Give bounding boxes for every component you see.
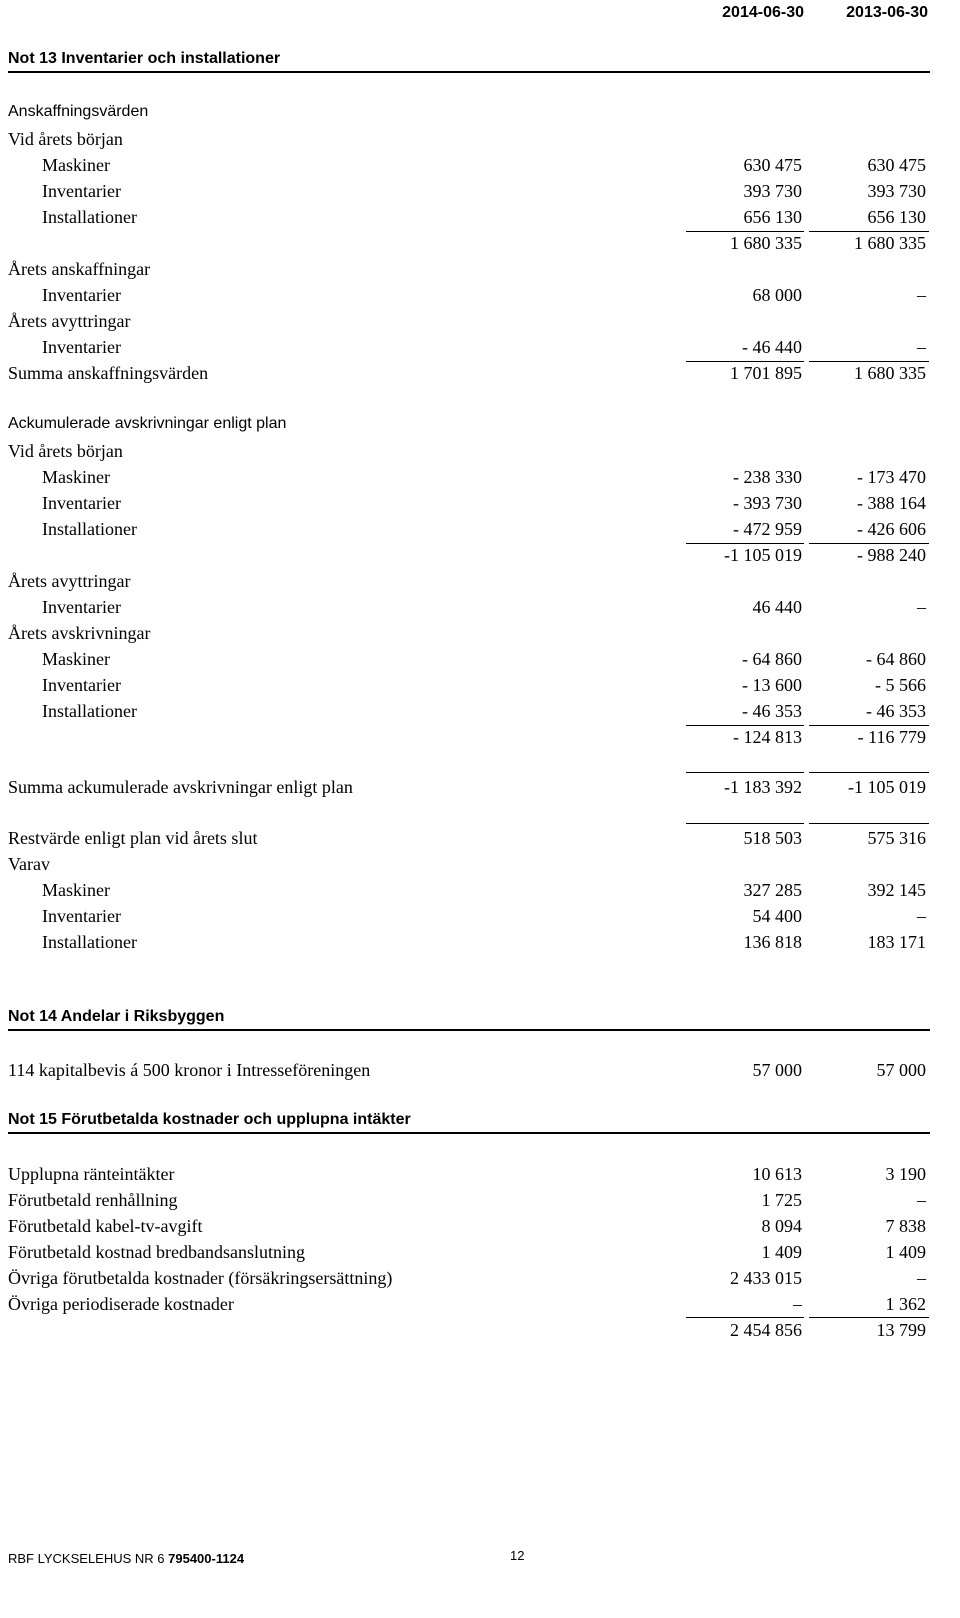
- note-13-title: Not 13 Inventarier och installationer: [8, 50, 930, 73]
- row-label: Årets anskaffningar: [8, 259, 151, 279]
- value-2013: - 46 353: [866, 701, 926, 721]
- subtotal-row: [0, 233, 960, 257]
- subtotal-rule: [809, 231, 929, 232]
- value-2014: 46 440: [752, 597, 802, 617]
- value-2013: –: [917, 285, 926, 305]
- table-row: [0, 854, 960, 878]
- footer: [8, 1551, 244, 1566]
- table-row: [0, 337, 960, 361]
- table-row: [0, 155, 960, 179]
- total-row: [0, 777, 960, 801]
- row-label: Årets avskrivningar: [8, 623, 151, 643]
- value-2013: 1 409: [885, 1242, 926, 1262]
- value-2014: 1 409: [761, 1242, 802, 1262]
- value-2013: –: [917, 1268, 926, 1288]
- value-2013: - 988 240: [857, 545, 926, 565]
- subtotal-rule: [809, 725, 929, 726]
- total-row: [0, 1320, 960, 1344]
- value-2014: - 13 600: [742, 675, 802, 695]
- note-15-title: Not 15 Förutbetalda kostnader och upplupna intäkter: [8, 1111, 930, 1134]
- value-2014: –: [793, 1294, 802, 1314]
- value-2013: - 64 860: [866, 649, 926, 669]
- row-label: Summa anskaffningsvärden: [8, 363, 209, 383]
- value-2014: 1 680 335: [730, 233, 802, 253]
- value-2013: 7 838: [885, 1216, 926, 1236]
- row-label: Maskiner: [42, 467, 110, 487]
- table-row: [0, 467, 960, 491]
- value-2014: - 64 860: [742, 649, 802, 669]
- row-label: Installationer: [42, 207, 137, 227]
- value-2013: 183 171: [867, 932, 926, 952]
- value-2014: 327 285: [743, 880, 802, 900]
- subtotal-rule: [809, 1317, 929, 1318]
- row-label: Inventarier: [42, 181, 121, 201]
- row-label: Inventarier: [42, 285, 121, 305]
- total-rule: [686, 823, 804, 824]
- row-label: Övriga periodiserade kostnader: [8, 1294, 234, 1314]
- acquisition-heading: Anskaffningsvärden: [8, 103, 149, 120]
- subtotal-rule: [686, 1317, 804, 1318]
- value-2013: 630 475: [867, 155, 926, 175]
- value-2013: 575 316: [867, 828, 926, 848]
- subtotal-rule: [686, 543, 804, 544]
- row-label: Inventarier: [42, 906, 121, 926]
- value-2014: 8 094: [761, 1216, 802, 1236]
- row-label: Inventarier: [42, 675, 121, 695]
- page-number: 12: [510, 1548, 525, 1563]
- row-label: Varav: [8, 854, 50, 874]
- value-2014: 518 503: [743, 828, 802, 848]
- value-2013: 393 730: [867, 181, 926, 201]
- value-2013: 1 680 335: [854, 363, 926, 383]
- value-2013: 392 145: [867, 880, 926, 900]
- value-2013: 3 190: [885, 1164, 926, 1184]
- total-row: [0, 828, 960, 852]
- value-2013: –: [917, 906, 926, 926]
- value-2014: - 238 330: [733, 467, 802, 487]
- table-row: [0, 649, 960, 673]
- value-2014: 393 730: [743, 181, 802, 201]
- table-row: [0, 493, 960, 517]
- table-row: [0, 932, 960, 956]
- value-2014: 10 613: [752, 1164, 802, 1184]
- row-label: Summa ackumulerade avskrivningar enligt plan: [8, 777, 353, 797]
- subtotal-row: [0, 727, 960, 751]
- value-2013: - 426 606: [857, 519, 926, 539]
- row-label: Övriga förutbetalda kostnader (försäkringsersättning): [8, 1268, 393, 1288]
- subtotal-rule: [686, 725, 804, 726]
- row-label: Maskiner: [42, 880, 110, 900]
- subtotal-row: [0, 545, 960, 569]
- row-label: Förutbetald kostnad bredbandsanslutning: [8, 1242, 305, 1262]
- value-2014: 656 130: [743, 207, 802, 227]
- value-2014: - 124 813: [733, 727, 802, 747]
- row-label: Inventarier: [42, 597, 121, 617]
- value-2014: 1 701 895: [730, 363, 802, 383]
- table-row: [0, 701, 960, 725]
- table-row: [0, 207, 960, 231]
- value-2013: –: [917, 1190, 926, 1210]
- row-label: Förutbetald renhållning: [8, 1190, 178, 1210]
- subtotal-rule: [686, 231, 804, 232]
- row-label: Årets avyttringar: [8, 571, 131, 591]
- total-rule: [686, 772, 804, 773]
- value-2014: - 46 353: [742, 701, 802, 721]
- value-2014: 2 454 856: [730, 1320, 802, 1340]
- value-2014: - 393 730: [733, 493, 802, 513]
- association-name: RBF LYCKSELEHUS NR 6: [8, 1551, 169, 1566]
- table-row: [0, 571, 960, 595]
- value-2013: 1 680 335: [854, 233, 926, 253]
- total-rule: [809, 823, 929, 824]
- row-label: Maskiner: [42, 649, 110, 669]
- total-rule: [809, 772, 929, 773]
- value-2013: 1 362: [885, 1294, 926, 1314]
- value-2013: - 173 470: [857, 467, 926, 487]
- value-2014: 630 475: [743, 155, 802, 175]
- value-2014: 136 818: [743, 932, 802, 952]
- value-2014: -1 105 019: [724, 545, 802, 565]
- row-label: Vid årets början: [8, 129, 123, 149]
- row-label: Installationer: [42, 701, 137, 721]
- table-row: [0, 675, 960, 699]
- org-number: 795400-1124: [168, 1551, 245, 1566]
- table-row: [0, 1060, 960, 1084]
- table-row: [0, 1164, 960, 1188]
- value-2013: 57 000: [876, 1060, 926, 1080]
- note-14-title: Not 14 Andelar i Riksbyggen: [8, 1008, 930, 1031]
- value-2014: 68 000: [752, 285, 802, 305]
- row-label: Inventarier: [42, 337, 121, 357]
- value-2013: - 5 566: [875, 675, 926, 695]
- value-2013: -1 105 019: [848, 777, 926, 797]
- table-row: [0, 906, 960, 930]
- value-2014: 1 725: [761, 1190, 802, 1210]
- value-2014: 2 433 015: [730, 1268, 802, 1288]
- table-row: [0, 1190, 960, 1214]
- table-row: [0, 1268, 960, 1292]
- value-2013: - 388 164: [857, 493, 926, 513]
- value-2013: –: [917, 337, 926, 357]
- table-row: [0, 1294, 960, 1318]
- value-2014: - 46 440: [742, 337, 802, 357]
- value-2013: - 116 779: [857, 727, 926, 747]
- table-row: [0, 259, 960, 283]
- table-row: [0, 311, 960, 335]
- row-label: Årets avyttringar: [8, 311, 131, 331]
- row-label: 114 kapitalbevis á 500 kronor i Intresseföreningen: [8, 1060, 371, 1080]
- subtotal-rule: [809, 543, 929, 544]
- value-2013: –: [917, 597, 926, 617]
- row-label: Vid årets början: [8, 441, 123, 461]
- subtotal-rule: [809, 361, 929, 362]
- row-label: Inventarier: [42, 493, 121, 513]
- row-label: Installationer: [42, 519, 137, 539]
- table-row: [0, 597, 960, 621]
- row-label: Förutbetald kabel-tv-avgift: [8, 1216, 203, 1236]
- table-row: [0, 1216, 960, 1240]
- total-row: [0, 363, 960, 387]
- value-2014: 54 400: [752, 906, 802, 926]
- table-row: [0, 1242, 960, 1266]
- value-2013: 656 130: [867, 207, 926, 227]
- table-row: [0, 441, 960, 465]
- depreciation-heading: Ackumulerade avskrivningar enligt plan: [8, 415, 287, 432]
- value-2014: 57 000: [752, 1060, 802, 1080]
- column-header-2013: 2013-06-30: [846, 4, 928, 21]
- table-row: [0, 129, 960, 153]
- row-label: Restvärde enligt plan vid årets slut: [8, 828, 258, 848]
- subtotal-rule: [686, 361, 804, 362]
- value-2013: 13 799: [876, 1320, 926, 1340]
- table-row: [0, 285, 960, 309]
- table-row: [0, 623, 960, 647]
- row-label: Upplupna ränteintäkter: [8, 1164, 175, 1184]
- row-label: Maskiner: [42, 155, 110, 175]
- column-header-2014: 2014-06-30: [722, 4, 804, 21]
- table-row: [0, 519, 960, 543]
- value-2014: - 472 959: [733, 519, 802, 539]
- value-2014: -1 183 392: [724, 777, 802, 797]
- table-row: [0, 880, 960, 904]
- row-label: Installationer: [42, 932, 137, 952]
- table-row: [0, 181, 960, 205]
